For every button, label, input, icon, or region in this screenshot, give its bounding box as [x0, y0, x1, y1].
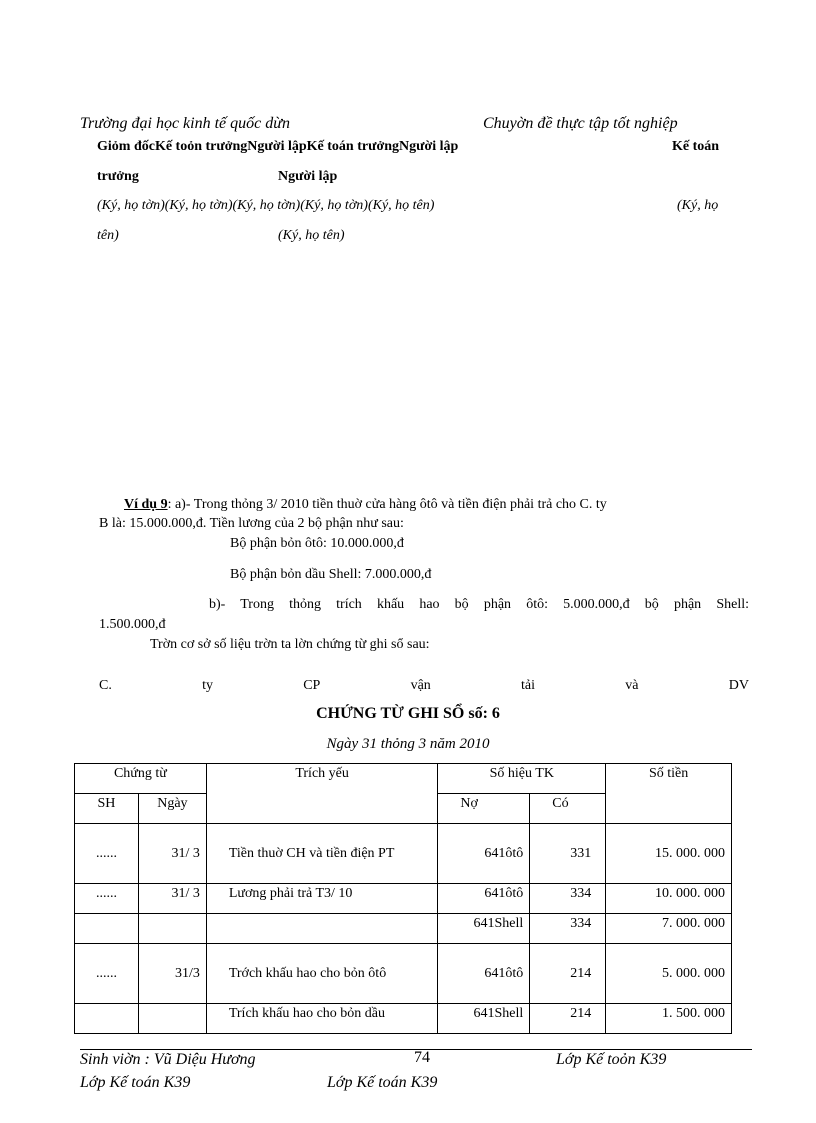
header-chung-tu: Chứng từ [75, 764, 207, 794]
header-report-title: Chuyờn đề thực tập tốt nghiệp [483, 115, 678, 132]
cell-amount: 15. 000. 000 [606, 824, 732, 884]
cell-ngay: 31/3 [138, 944, 206, 1004]
signature-sign-line: (Ký, họ tờn)(Ký, họ tờn)(Ký, họ tờn)(Ký, họ tờn)(Ký, họ tên) [97, 198, 435, 213]
cell-no: 641ôtô [438, 884, 530, 914]
header-co: Có [530, 794, 606, 824]
cell-co: 334 [530, 884, 606, 914]
example-line-6: 1.500.000,đ [99, 617, 166, 632]
signature-sign-wrap-2: (Ký, họ tên) [278, 228, 345, 243]
cell-no: 641Shell [438, 914, 530, 944]
signature-sign-wrap: tên) [97, 228, 119, 243]
cell-no: 641ôtô [438, 824, 530, 884]
footer-class-left: Lớp Kế toán K39 [80, 1074, 191, 1091]
example-line-1 [124, 497, 607, 513]
example-line-5: b)- Trong thỏng trích khấu hao bộ phận ôtô: 5.000.000,đ bộ phận Shell: [209, 597, 749, 612]
cell-no: 641Shell [438, 1004, 530, 1034]
table-row [75, 1004, 732, 1034]
signature-role-wrap-2: Người lập [278, 169, 338, 184]
cell-ngay: 31/ 3 [138, 824, 206, 884]
table-row [75, 914, 732, 944]
cell-amount: 1. 500. 000 [606, 1004, 732, 1034]
company-word: và [625, 678, 639, 693]
table-row [75, 944, 732, 1004]
footer-class-right: Lớp Kế toỏn K39 [556, 1051, 667, 1068]
signature-roles-line: Giỏm đốcKế toỏn trưởngNgười lậpKế toán trưởngNgười lập [97, 139, 459, 154]
page-number: 74 [414, 1049, 430, 1066]
cell-amount: 10. 000. 000 [606, 884, 732, 914]
cell-sh: ...... [75, 944, 139, 1004]
signature-role-right: Kế toán [672, 139, 720, 154]
header-so-tien: Số tiền [606, 764, 732, 824]
voucher-date: Ngày 31 thỏng 3 năm 2010 [326, 736, 490, 752]
footer-student: Sinh viờn : Vũ Diệu Hương [80, 1051, 256, 1068]
header-ngay: Ngày [138, 794, 206, 824]
example-line-4: Bộ phận bỏn dầu Shell: 7.000.000,đ [230, 567, 432, 582]
cell-co: 334 [530, 914, 606, 944]
header-school: Trường đại học kinh tế quốc dừn [80, 115, 290, 132]
example-line-2: B là: 15.000.000,đ. Tiền lương của 2 bộ phận như sau: [99, 516, 404, 531]
cell-amount: 5. 000. 000 [606, 944, 732, 1004]
company-name [99, 678, 749, 694]
signature-role-wrap: trưởng [97, 169, 139, 184]
cell-desc: Lương phải trả T3/ 10 [206, 884, 438, 914]
cell-ngay [138, 1004, 206, 1034]
example-label: Ví dụ 9 [124, 497, 168, 512]
cell-no: 641ôtô [438, 944, 530, 1004]
cell-sh: ...... [75, 824, 139, 884]
header-trich-yeu: Trích yếu [206, 764, 438, 824]
company-word: tải [521, 678, 536, 693]
cell-amount: 7. 000. 000 [606, 914, 732, 944]
footer-class-mid: Lớp Kế toán K39 [327, 1074, 438, 1091]
cell-desc: Tiền thuờ CH và tiền điện PT [206, 824, 438, 884]
header-sh: SH [75, 794, 139, 824]
company-word: DV [728, 678, 749, 693]
cell-sh: ...... [75, 884, 139, 914]
cell-desc: Trích khấu hao cho bỏn dầu [206, 1004, 438, 1034]
company-word: ty [202, 678, 213, 693]
example-line-3: Bộ phận bỏn ôtô: 10.000.000,đ [230, 536, 404, 551]
cell-ngay [138, 914, 206, 944]
cell-sh [75, 1004, 139, 1034]
voucher-title: CHỨNG TỪ GHI SỔ số: 6 [316, 705, 500, 722]
table-row [75, 824, 732, 884]
cell-sh [75, 914, 139, 944]
cell-co: 214 [530, 1004, 606, 1034]
cell-co: 214 [530, 944, 606, 1004]
voucher-table [74, 763, 732, 1034]
signature-sign-right: (Ký, họ [677, 198, 719, 213]
header-so-hieu-tk: Số hiệu TK [438, 764, 606, 794]
company-word: vận [410, 678, 431, 693]
company-word: C. [99, 678, 112, 693]
example-line-1-text: : a)- Trong thỏng 3/ 2010 tiền thuờ cửa hàng ôtô và tiền điện phải trả cho C. ty [167, 497, 607, 512]
table-row [75, 884, 732, 914]
header-no: Nợ [438, 794, 530, 824]
cell-desc [206, 914, 438, 944]
example-line-7: Trờn cơ sở số liệu trờn ta lờn chứng từ ghi sổ sau: [150, 637, 430, 652]
cell-co: 331 [530, 824, 606, 884]
cell-ngay: 31/ 3 [138, 884, 206, 914]
company-word: CP [303, 678, 321, 693]
cell-desc: Trớch khấu hao cho bỏn ôtô [206, 944, 438, 1004]
